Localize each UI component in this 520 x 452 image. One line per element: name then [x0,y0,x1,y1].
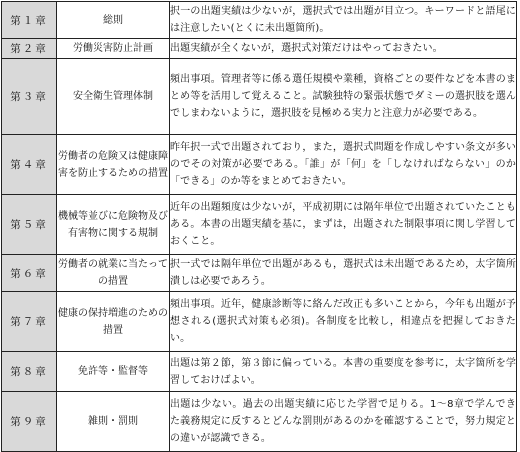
chapter-title: 健康の保持増進のための措置 [57,292,170,352]
chapter-title: 総則 [57,2,170,39]
chapter-table-container [1,1,517,452]
chapter-number: 第３章 [2,59,57,135]
table-row [2,255,517,292]
chapter-number: 第１章 [2,2,57,39]
table-row [2,59,517,135]
chapter-number: 第６章 [2,255,57,292]
table-row [2,39,517,59]
chapter-description: 昨年択一式で出題されており，また，選択式問題を作成しやすい条文が多いのでその対策が必要である。「誰」が「何」を「しなければならない」のか「できる」のか等をまとめておきたい。 [170,135,517,195]
chapter-title: 機械等並びに危険物及び有害物に関する規制 [57,195,170,255]
chapter-description: 出題実績が全くないが，選択式対策だけはやっておきたい。 [170,39,517,59]
chapter-title: 労働災害防止計画 [57,39,170,59]
chapter-title: 労働者の就業に当たっての措置 [57,255,170,292]
chapter-title: 安全衛生管理体制 [57,59,170,135]
chapter-description: 択一式では隔年単位で出題があるも，選択式は未出題であるため，太字箇所潰しは必要であろう。 [170,255,517,292]
chapter-description: 出題は第２節，第３節に偏っている。本書の重要度を参考に，太字箇所を学習しておけばよい。 [170,352,517,392]
table-row [2,2,517,39]
table-row [2,352,517,392]
chapter-number: 第８章 [2,352,57,392]
chapter-number: 第５章 [2,195,57,255]
chapter-table [1,1,517,452]
chapter-title: 雑則・罰則 [57,392,170,452]
chapter-number: 第４章 [2,135,57,195]
chapter-title: 免許等・監督等 [57,352,170,392]
chapter-number: 第７章 [2,292,57,352]
chapter-number: 第９章 [2,392,57,452]
chapter-title: 労働者の危険又は健康障害を防止するための措置 [57,135,170,195]
chapter-number: 第２章 [2,39,57,59]
chapter-description: 択一の出題実績は少ないが，選択式では出題が目立つ。キーワードと語尾には注意したい(とくに未出題箇所)。 [170,2,517,39]
chapter-description: 頻出事項。管理者等に係る選任規模や業種，資格ごとの要件などを本書のまとめ等を活用して覚えること。試験独特の緊張状態でダミーの選択肢を選んでしまわないように，選択肢を見極める実力と注意力が必要である。 [170,59,517,135]
table-row [2,292,517,352]
table-row [2,195,517,255]
chapter-description: 出題は少ない。過去の出題実績に応じた学習で足りる。1～8章で学んできた義務規定に反するとどんな罰則があるのかを確認することで，努力規定との違いが認識できる。 [170,392,517,452]
table-row [2,392,517,452]
table-row [2,135,517,195]
chapter-description: 近年の出題頻度は少ないが，平成初期には隔年単位で出題されていたこともある。本書の出題実績を基に，まずは，出題された制限事項に関し学習しておくこと。 [170,195,517,255]
chapter-description: 頻出事項。近年，健康診断等に絡んだ改正も多いことから，今年も出題が予想される(選択式対策も必須)。各制度を比較し，相違点を把握しておきたい。 [170,292,517,352]
